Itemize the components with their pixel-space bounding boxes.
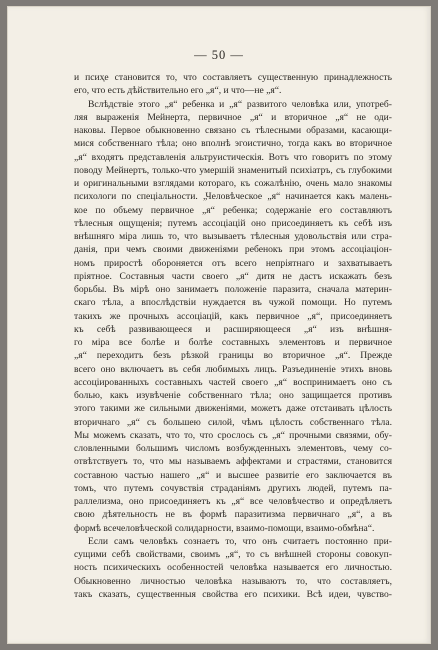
text-line: наковы. Первое обыкновенно связано съ тѣлесными образами, касающи-	[74, 125, 392, 136]
text-line: „я“ переходитъ безъ рѣзкой границы во вторичное „я“. Прежде	[74, 350, 392, 362]
text-line: и псиҳе становится то, что составляетъ существенную принадлежность	[74, 72, 392, 83]
text-line: вторичнаго „я“ съ большею силой, чѣмъ цѣлость собственнаго тѣла.	[74, 416, 392, 428]
text-line: этого такими же сильными движеніями, можетъ даже отстаивать цѣлость	[74, 403, 392, 415]
text-line: „я“ входятъ представленія альтруистическія. Вотъ что говоритъ по этому	[74, 151, 392, 163]
text-line: свою дѣятельность не въ формѣ паразитизма первичнаго „я“, а въ	[74, 509, 392, 521]
text-line: ляя выраженія Мейнерта, первичное „я“ и вторичное „я“ не оди-	[74, 111, 392, 123]
text-line: къ себѣ развивающееся и расширяющееся „я“ изъ внѣшня-	[74, 323, 392, 335]
text-line: Вслѣдствіе этого „я“ ребенка и „я“ развитого человѣка или, употреб-	[88, 98, 392, 110]
text-line: скаго тѣла, а впослѣдствіи нуждается въ чужой помощи. Но путемъ	[74, 297, 392, 309]
text-line: составною частью нашего „я“ и высшее развитіе его заключается въ	[74, 469, 392, 481]
text-line: Если самъ человѣкъ сознаетъ то, что онъ считаетъ постоянно при-	[88, 535, 392, 547]
text-line: внѣшняго міра лишь то, что вызываетъ тѣлесныя удовольствія или стра-	[74, 231, 392, 242]
text-line: поводу Мейнертъ, только-что умершій знаменитый психіатръ, съ глубокими	[74, 164, 392, 176]
text-line: номъ приростѣ обороняется отъ всего непріятнаго и захватываетъ	[74, 257, 392, 269]
text-line: сущими себѣ свойствами, своимъ „я“, то съ внѣшней стороны совокуп-	[74, 549, 392, 560]
text-line: томъ, что путемъ сочувствія страданіямъ другихъ людей, путемъ па-	[74, 482, 392, 494]
text-line: ассоціированныхъ составныхъ частей своего „я“ воспринимаетъ оно съ	[74, 376, 392, 388]
body-text	[74, 71, 392, 601]
text-line: раллелизма, оно присоединяетъ къ „я“ все человѣчество и опредѣляетъ	[74, 496, 392, 507]
text-line: Обыкновенно личностью человѣка называютъ то, что составляетъ,	[74, 575, 392, 587]
text-line: данія, при чемъ своими движеніями ребенокъ при этомъ ассоціаціон-	[74, 244, 392, 256]
text-line: ность психическихъ особенностей человѣка называется его личностью.	[74, 562, 392, 574]
text-line: такихъ же прочныхъ ассоціацій, какъ первичное „я“, присоединяетъ	[74, 310, 392, 322]
text-line: болью, какъ изувѣченіе собственнаго тѣла; оно защищается противъ	[74, 390, 392, 401]
text-line: пріятное. Составныя части своего „я“ дитя не дастъ искажать безъ	[74, 270, 392, 282]
text-line: и оригинальными взглядами котораго, къ сожалѣнію, очень мало знакомы	[74, 178, 392, 189]
text-line: формѣ всечеловѣческой солидарности, взаимо-помощи, взаимо-обмѣна“.	[74, 522, 375, 534]
text-line: словленными большимъ числомъ возбужденныхъ элементовъ, чему со-	[74, 443, 392, 454]
book-page	[7, 6, 431, 644]
page-number: — 50 —	[194, 48, 244, 62]
text-line: мися собственнаго тѣла; оно вполнѣ эгоистично, тогда какъ во вторичное	[74, 138, 392, 150]
text-line: Мы можемъ сказать, что то, что срослось съ „я“ прочными связями, обу-	[74, 429, 392, 441]
text-line: его, что есть дѣйствительно его „я“, и что—не „я“.	[74, 85, 282, 97]
text-line: отвѣтствуетъ то, что мы называемъ аффектами и страстями, становится	[74, 456, 392, 468]
text-line: всего оно включаетъ въ себя любимыхъ лицъ. Разъединеніе этихъ вновь	[74, 363, 392, 375]
text-line: борьбы. Въ мірѣ оно занимаетъ положеніе паразита, сначала материн-	[74, 284, 392, 295]
text-line: го міра все болѣе и болѣе составныхъ элементовъ и первичное	[74, 337, 392, 348]
text-line: кое по объему первичное „я“ ребенка; содержаніе его составляютъ	[74, 204, 392, 216]
text-line: такъ сказать, существенныя свойства его психики. Всѣ идеи, чувство-	[74, 588, 392, 600]
text-line: психологи по спеціальности. „Человѣческое „я“ начинается какъ малень-	[74, 191, 392, 203]
text-line: тѣлесныя ощущенія; путемъ ассоціацій оно присоединяетъ къ себѣ изъ	[74, 217, 392, 229]
